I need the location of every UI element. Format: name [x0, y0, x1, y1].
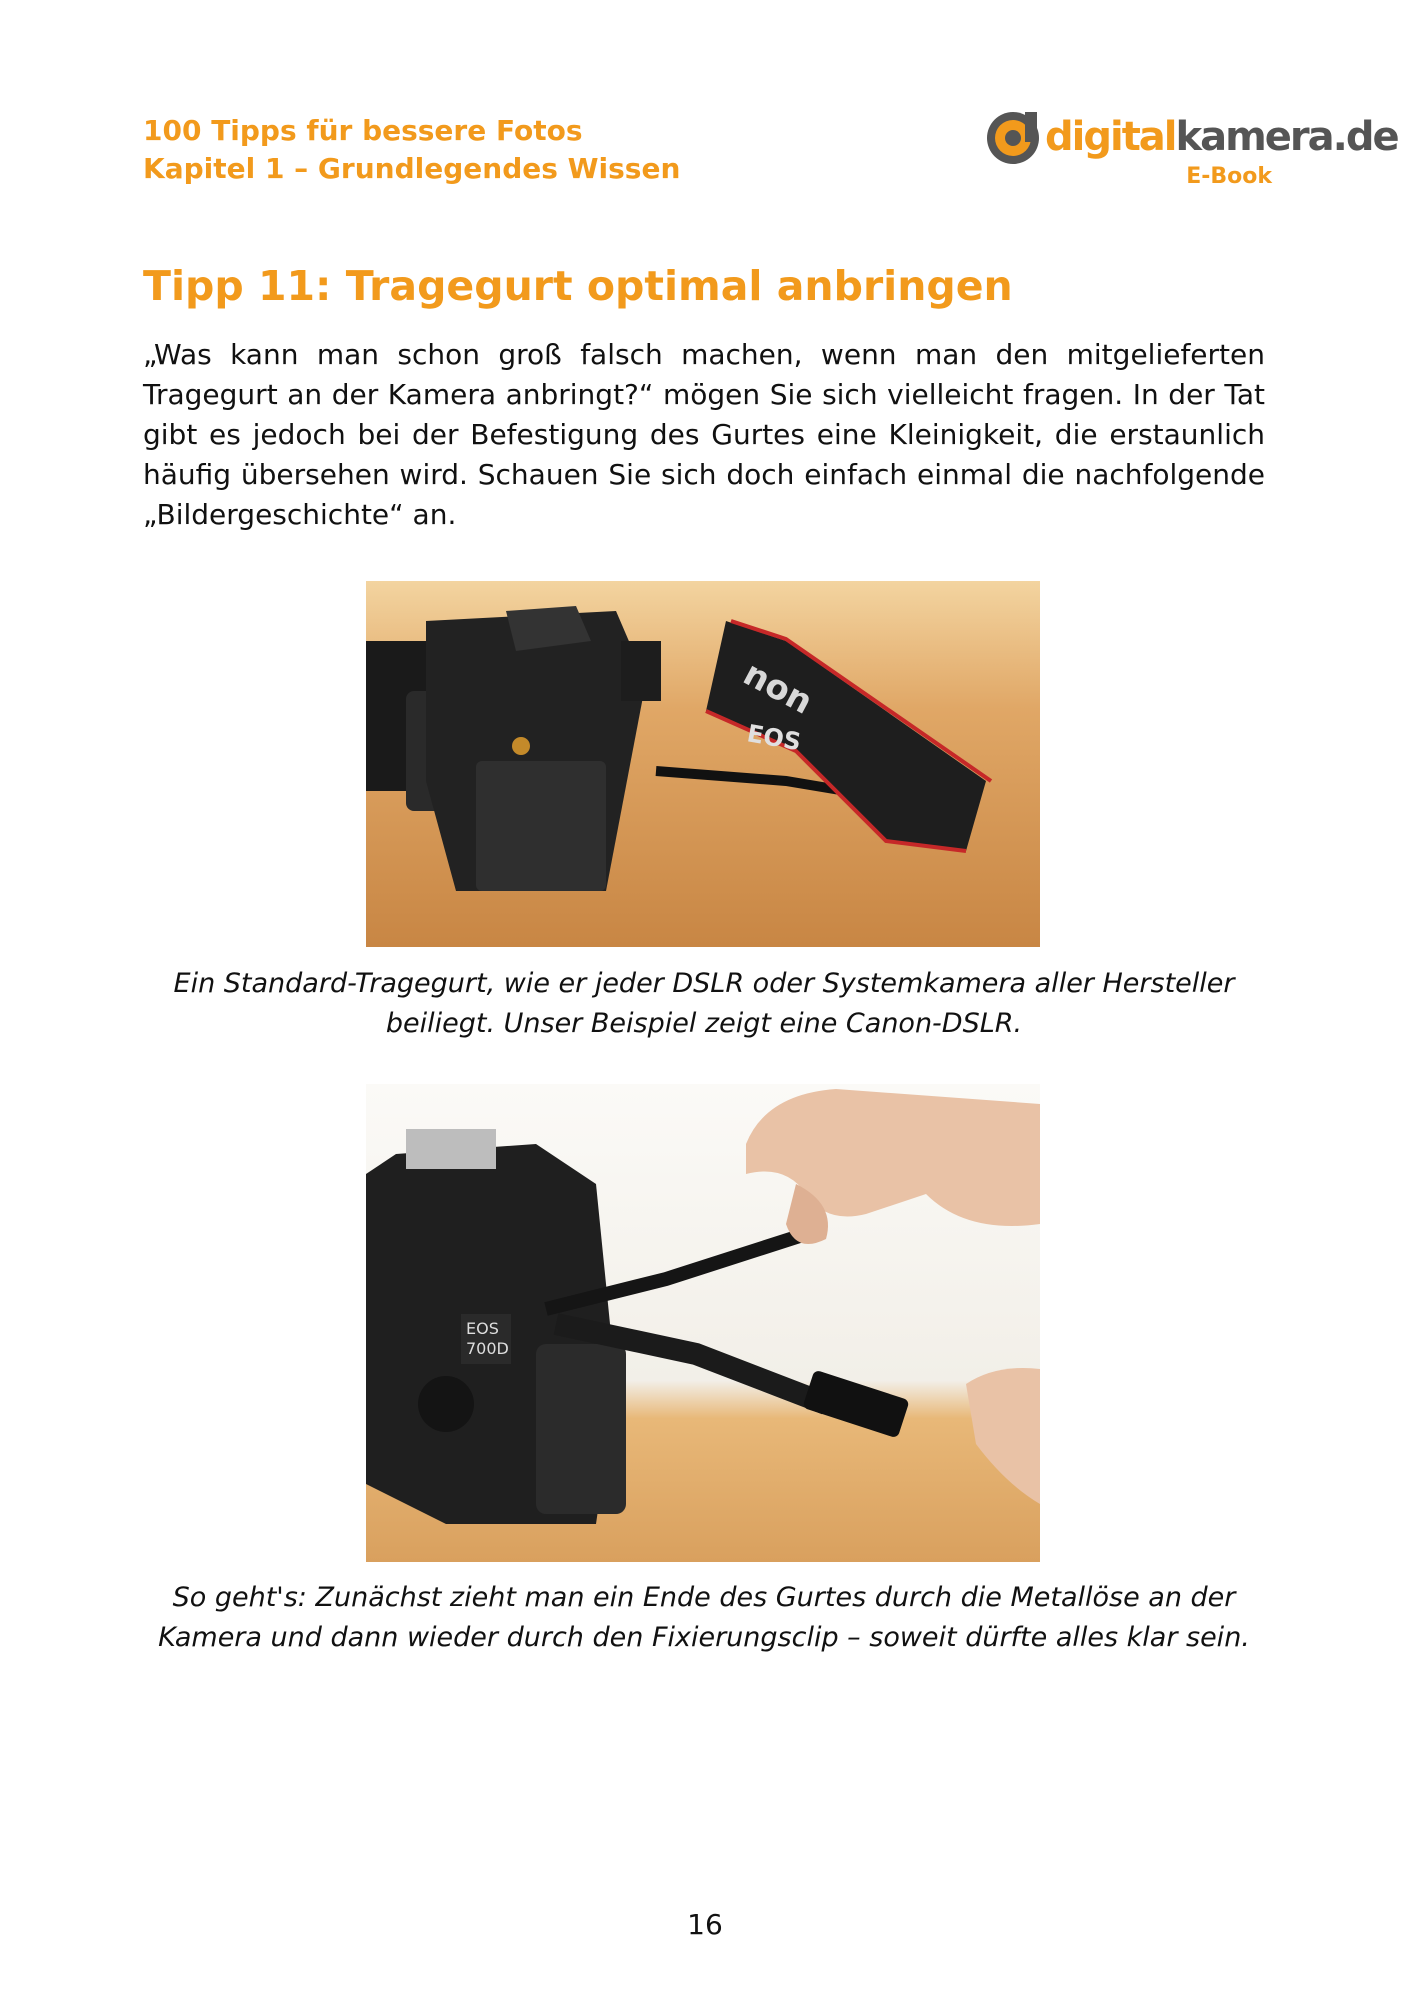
photo-camera-with-strap	[366, 581, 1040, 947]
page-number: 16	[687, 1908, 723, 1941]
camera-badge-eos: EOS	[466, 1319, 499, 1338]
logo-word-kamera: kamera.de	[1175, 114, 1398, 160]
logo-word-digital: digital	[1045, 114, 1176, 160]
caption-figure-2: So geht's: Zunächst zieht man ein Ende des Gurtes durch die Metallöse an der Kamera und dann wieder durch den Fixierungsclip – soweit dürfte alles klar sein.	[158, 1582, 1250, 1653]
tip-title: Tipp 11: Tragegurt optimal anbringen	[143, 262, 1013, 310]
intro-paragraph: „Was kann man schon groß falsch machen, wenn man den mitgelieferten Tragegurt an der Kamera anbringt?“ mögen Sie sich vielleicht fragen. In der Tat gibt es jedoch bei der Befestigung des Gurtes eine Kleinigkeit, die erstaunlich häufig übersehen wird. Schauen Sie sich doch einfach einmal die nachfolgende „Bildergeschichte“ an.	[143, 338, 1265, 531]
logo-d-icon	[985, 110, 1041, 166]
running-header	[143, 112, 680, 188]
chapter-title: Kapitel 1 – Grundlegendes Wissen	[143, 152, 681, 185]
strap-lettering-eos: EOS	[744, 719, 804, 757]
digitalkamera-logo	[985, 108, 1398, 193]
caption-figure-1: Ein Standard-Tragegurt, wie er jeder DSLR oder Systemkamera aller Hersteller beiliegt. Unser Beispiel zeigt eine Canon-DSLR.	[173, 968, 1235, 1039]
book-title: 100 Tipps für bessere Fotos	[143, 114, 583, 147]
strap-lettering: non	[736, 653, 819, 723]
photo-threading-strap	[366, 1084, 1040, 1562]
logo-wordmark	[1045, 112, 1398, 162]
camera-badge-model: 700D	[466, 1339, 509, 1358]
logo-subtitle: E-Book	[1186, 164, 1272, 189]
